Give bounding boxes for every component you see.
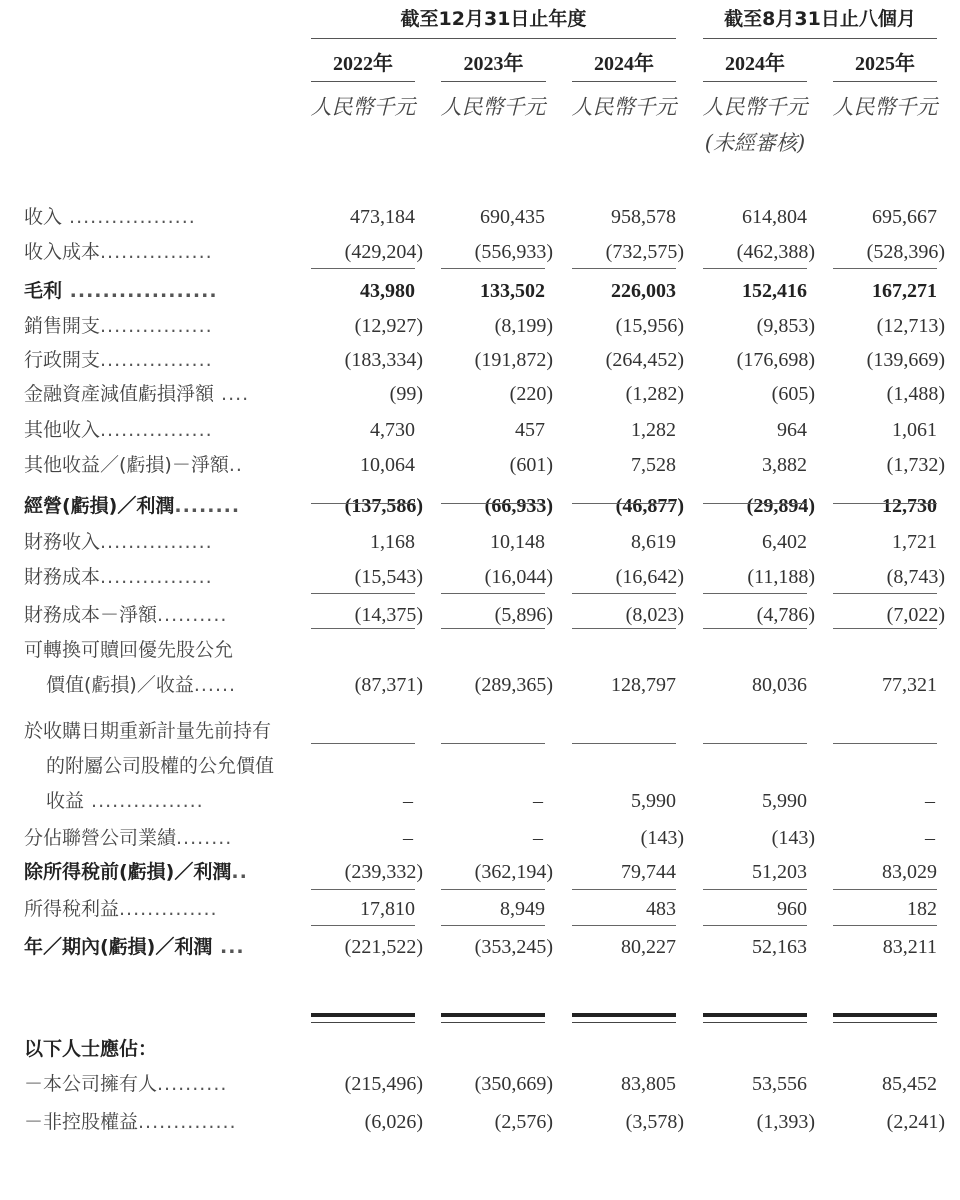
cell-value: (350,669): [474, 1073, 553, 1095]
total-double-underline: [311, 1013, 415, 1017]
cell-value: (732,575): [605, 241, 684, 263]
leader-dots: ................: [84, 790, 204, 812]
subtotal-underline: [833, 268, 937, 269]
subtotal-underline: [572, 925, 676, 926]
row-label-text: 銷售開支: [24, 315, 101, 337]
cell-value: 128,797: [611, 674, 676, 696]
row-label-text: 的附屬公司股權的公允價值: [46, 755, 275, 777]
cell-value: 167,271: [872, 280, 937, 302]
leader-dots: ....: [214, 383, 250, 405]
cell-value: 958,578: [611, 206, 676, 228]
cell-value: 8,619: [631, 531, 676, 553]
row-label: [24, 418, 286, 442]
cell-value: (221,522): [344, 936, 423, 958]
subtotal-underline: [441, 593, 545, 594]
subtotal-underline: [572, 593, 676, 594]
cell-value: (2,241): [886, 1111, 945, 1133]
row-label: [24, 1072, 286, 1096]
leader-dots: ..................: [62, 206, 196, 228]
subtotal-underline: [311, 593, 415, 594]
subtotal-underline: [833, 743, 937, 744]
cell-value: 614,804: [742, 206, 807, 228]
column-year-2023: 2023年: [463, 53, 524, 75]
cell-value: 152,416: [742, 280, 807, 302]
row-label-text: 於收購日期重新計量先前持有: [24, 720, 272, 742]
row-label-text: 收入: [24, 206, 63, 228]
leader-dots: ...: [212, 936, 245, 958]
cell-value: (8,199): [494, 315, 553, 337]
total-double-underline: [441, 1013, 545, 1017]
cell-value: (9,853): [756, 315, 815, 337]
row-label: [24, 314, 286, 338]
cell-value: (601): [509, 454, 553, 476]
cell-value: –: [403, 827, 413, 849]
cell-value: 43,980: [360, 280, 415, 302]
row-label: [46, 673, 286, 697]
subtotal-underline: [572, 743, 676, 744]
column-rule: [441, 81, 546, 82]
cell-value: 1,721: [892, 531, 937, 553]
leader-dots: ................: [100, 531, 213, 553]
row-label-text: 財務成本: [24, 566, 101, 588]
subtotal-underline: [703, 503, 807, 504]
cell-value: 695,667: [872, 206, 937, 228]
cell-value: (362,194): [474, 861, 553, 883]
total-double-underline: [441, 1022, 545, 1023]
cell-value: (11,188): [747, 566, 815, 588]
row-label: [24, 638, 286, 662]
row-label-text: －非控股權益: [24, 1111, 139, 1133]
cell-value: (16,642): [615, 566, 684, 588]
cell-value: 10,148: [490, 531, 545, 553]
cell-value: –: [925, 827, 935, 849]
subtotal-underline: [703, 743, 807, 744]
subtotal-underline: [572, 628, 676, 629]
row-label: [24, 565, 286, 589]
cell-value: (176,698): [736, 349, 815, 371]
subtotal-underline: [441, 503, 545, 504]
total-double-underline: [572, 1013, 676, 1017]
cell-value: 4,730: [370, 419, 415, 441]
cell-value: (429,204): [344, 241, 423, 263]
leader-dots: ................: [100, 349, 213, 371]
row-label-text: －本公司擁有人: [24, 1073, 158, 1095]
row-label: [24, 1037, 286, 1061]
leader-dots: ..................: [62, 280, 218, 302]
column-unit: 人民幣千元: [702, 95, 808, 119]
row-label-text: 分佔聯營公司業績: [24, 827, 177, 849]
cell-value: 80,036: [752, 674, 807, 696]
row-label: [24, 719, 286, 743]
cell-value: 10,064: [360, 454, 415, 476]
cell-value: 52,163: [752, 936, 807, 958]
column-year-2022: 2022年: [333, 53, 393, 75]
subtotal-underline: [703, 593, 807, 594]
row-label: [24, 897, 286, 921]
row-label-text: 收入成本: [24, 241, 101, 263]
total-double-underline: [572, 1022, 676, 1023]
cell-value: 83,211: [882, 936, 937, 958]
cell-value: (289,365): [474, 674, 553, 696]
cell-value: 960: [777, 898, 807, 920]
leader-dots: ................: [100, 419, 213, 441]
row-label-text: 其他收益／(虧損)－淨額: [24, 454, 229, 476]
column-year-2025-interim: 2025年: [855, 53, 915, 75]
cell-value: (7,022): [886, 604, 945, 626]
row-label: [24, 453, 286, 477]
cell-value: 79,744: [621, 861, 676, 883]
cell-value: (15,543): [354, 566, 423, 588]
cell-value: 83,029: [882, 861, 937, 883]
row-label-text: 毛利: [24, 280, 63, 302]
subtotal-underline: [572, 889, 676, 890]
cell-value: (215,496): [344, 1073, 423, 1095]
cell-value: 12,730: [882, 495, 937, 517]
cell-value: (1,393): [756, 1111, 815, 1133]
column-unit-note: (未經審核): [704, 131, 806, 155]
cell-value: (1,282): [625, 383, 684, 405]
row-label: [24, 1110, 286, 1134]
cell-value: (12,713): [876, 315, 945, 337]
total-double-underline: [703, 1022, 807, 1023]
cell-value: (3,578): [625, 1111, 684, 1133]
cell-value: 7,528: [631, 454, 676, 476]
leader-dots: ..........: [157, 1073, 228, 1095]
cell-value: 5,990: [762, 790, 807, 812]
row-label-text: 以下人士應佔：: [24, 1038, 158, 1060]
cell-value: 964: [777, 419, 807, 441]
cell-value: 80,227: [621, 936, 676, 958]
cell-value: 77,321: [882, 674, 937, 696]
row-label-text: 其他收入: [24, 419, 101, 441]
cell-value: (143): [771, 827, 815, 849]
cell-value: 226,003: [611, 280, 676, 302]
header-group-interim: 截至8月31日止八個月: [724, 8, 916, 30]
row-label: [46, 754, 286, 778]
row-label: [24, 205, 286, 229]
cell-value: (12,927): [354, 315, 423, 337]
cell-value: (16,044): [484, 566, 553, 588]
total-double-underline: [833, 1022, 937, 1023]
cell-value: (87,371): [354, 674, 423, 696]
cell-value: 483: [646, 898, 676, 920]
cell-value: 53,556: [752, 1073, 807, 1095]
total-double-underline: [833, 1013, 937, 1017]
column-unit: 人民幣千元: [310, 95, 416, 119]
subtotal-underline: [703, 889, 807, 890]
row-label-text: 經營(虧損)／利潤: [24, 495, 175, 517]
row-label: [24, 530, 286, 554]
row-label-text: 所得稅利益: [24, 898, 120, 920]
cell-value: 1,168: [370, 531, 415, 553]
total-double-underline: [311, 1022, 415, 1023]
leader-dots: ..........: [157, 604, 228, 626]
cell-value: –: [925, 790, 935, 812]
row-label-text: 收益: [46, 790, 85, 812]
header-group-annual: 截至12月31日止年度: [400, 8, 587, 30]
row-label-text: 價值(虧損)／收益: [46, 674, 194, 696]
column-unit: 人民幣千元: [832, 95, 938, 119]
row-label: [24, 240, 286, 264]
cell-value: (353,245): [474, 936, 553, 958]
cell-value: 473,184: [350, 206, 415, 228]
leader-dots: ..: [231, 861, 248, 883]
subtotal-underline: [572, 268, 676, 269]
cell-value: (1,488): [886, 383, 945, 405]
row-label-text: 行政開支: [24, 349, 101, 371]
row-label-text: 金融資產減值虧損淨額: [24, 383, 215, 405]
subtotal-underline: [703, 628, 807, 629]
total-double-underline: [703, 1013, 807, 1017]
subtotal-underline: [441, 268, 545, 269]
cell-value: (139,669): [866, 349, 945, 371]
cell-value: 182: [907, 898, 937, 920]
header-group-interim-rule: [703, 38, 937, 39]
cell-value: (99): [389, 383, 423, 405]
leader-dots: ..: [228, 454, 243, 476]
cell-value: 133,502: [480, 280, 545, 302]
subtotal-underline: [833, 503, 937, 504]
cell-value: (66,933): [484, 495, 553, 517]
column-rule: [833, 81, 937, 82]
cell-value: 6,402: [762, 531, 807, 553]
column-rule: [572, 81, 676, 82]
column-rule: [311, 81, 415, 82]
cell-value: 85,452: [882, 1073, 937, 1095]
cell-value: (191,872): [474, 349, 553, 371]
cell-value: 690,435: [480, 206, 545, 228]
cell-value: (220): [509, 383, 553, 405]
column-year-2024-interim: 2024年: [725, 53, 785, 75]
row-label: [24, 860, 286, 884]
header-group-annual-rule: [311, 38, 676, 39]
leader-dots: ................: [100, 241, 213, 263]
cell-value: (5,896): [494, 604, 553, 626]
column-unit: 人民幣千元: [440, 95, 546, 119]
cell-value: 17,810: [360, 898, 415, 920]
row-label-text: 可轉換可贖回優先股公允: [24, 639, 234, 661]
row-label: [24, 382, 286, 406]
cell-value: (4,786): [756, 604, 815, 626]
cell-value: 8,949: [500, 898, 545, 920]
subtotal-underline: [311, 889, 415, 890]
cell-value: 1,282: [631, 419, 676, 441]
subtotal-underline: [311, 503, 415, 504]
column-rule: [703, 81, 807, 82]
row-label: [24, 935, 286, 959]
cell-value: (8,023): [625, 604, 684, 626]
subtotal-underline: [833, 628, 937, 629]
cell-value: 457: [515, 419, 545, 441]
subtotal-underline: [833, 925, 937, 926]
cell-value: (15,956): [615, 315, 684, 337]
row-label: [24, 603, 286, 627]
cell-value: (6,026): [364, 1111, 423, 1133]
subtotal-underline: [703, 268, 807, 269]
leader-dots: ................: [100, 315, 213, 337]
cell-value: (264,452): [605, 349, 684, 371]
cell-value: (137,586): [344, 495, 423, 517]
cell-value: (143): [640, 827, 684, 849]
cell-value: (1,732): [886, 454, 945, 476]
row-label: [24, 348, 286, 372]
cell-value: 51,203: [752, 861, 807, 883]
cell-value: –: [403, 790, 413, 812]
row-label: [24, 279, 286, 303]
cell-value: 83,805: [621, 1073, 676, 1095]
leader-dots: ................: [100, 566, 213, 588]
cell-value: (605): [771, 383, 815, 405]
row-label-text: 財務收入: [24, 531, 101, 553]
cell-value: (239,332): [344, 861, 423, 883]
cell-value: (8,743): [886, 566, 945, 588]
subtotal-underline: [441, 743, 545, 744]
row-label: [24, 826, 286, 850]
cell-value: (528,396): [866, 241, 945, 263]
subtotal-underline: [441, 628, 545, 629]
cell-value: (183,334): [344, 349, 423, 371]
leader-dots: ..............: [119, 898, 218, 920]
column-unit: 人民幣千元: [571, 95, 677, 119]
subtotal-underline: [833, 593, 937, 594]
row-label-text: 除所得稅前(虧損)／利潤: [24, 861, 232, 883]
subtotal-underline: [441, 925, 545, 926]
cell-value: (14,375): [354, 604, 423, 626]
cell-value: 1,061: [892, 419, 937, 441]
subtotal-underline: [311, 268, 415, 269]
row-label-text: 年／期內(虧損)／利潤: [24, 936, 213, 958]
leader-dots: ......: [193, 674, 237, 696]
subtotal-underline: [311, 925, 415, 926]
row-label-text: 財務成本－淨額: [24, 604, 158, 626]
cell-value: (2,576): [494, 1111, 553, 1133]
leader-dots: ........: [174, 495, 241, 517]
cell-value: –: [533, 827, 543, 849]
cell-value: 3,882: [762, 454, 807, 476]
subtotal-underline: [703, 925, 807, 926]
leader-dots: ........: [176, 827, 233, 849]
row-label: [24, 494, 286, 518]
subtotal-underline: [441, 889, 545, 890]
column-year-2024: 2024年: [594, 53, 654, 75]
subtotal-underline: [311, 743, 415, 744]
subtotal-underline: [572, 503, 676, 504]
cell-value: (556,933): [474, 241, 553, 263]
cell-value: (462,388): [736, 241, 815, 263]
subtotal-underline: [311, 628, 415, 629]
row-label: [46, 789, 286, 813]
cell-value: –: [533, 790, 543, 812]
cell-value: (29,894): [746, 495, 815, 517]
leader-dots: ..............: [138, 1111, 237, 1133]
cell-value: 5,990: [631, 790, 676, 812]
subtotal-underline: [833, 889, 937, 890]
cell-value: (46,877): [615, 495, 684, 517]
